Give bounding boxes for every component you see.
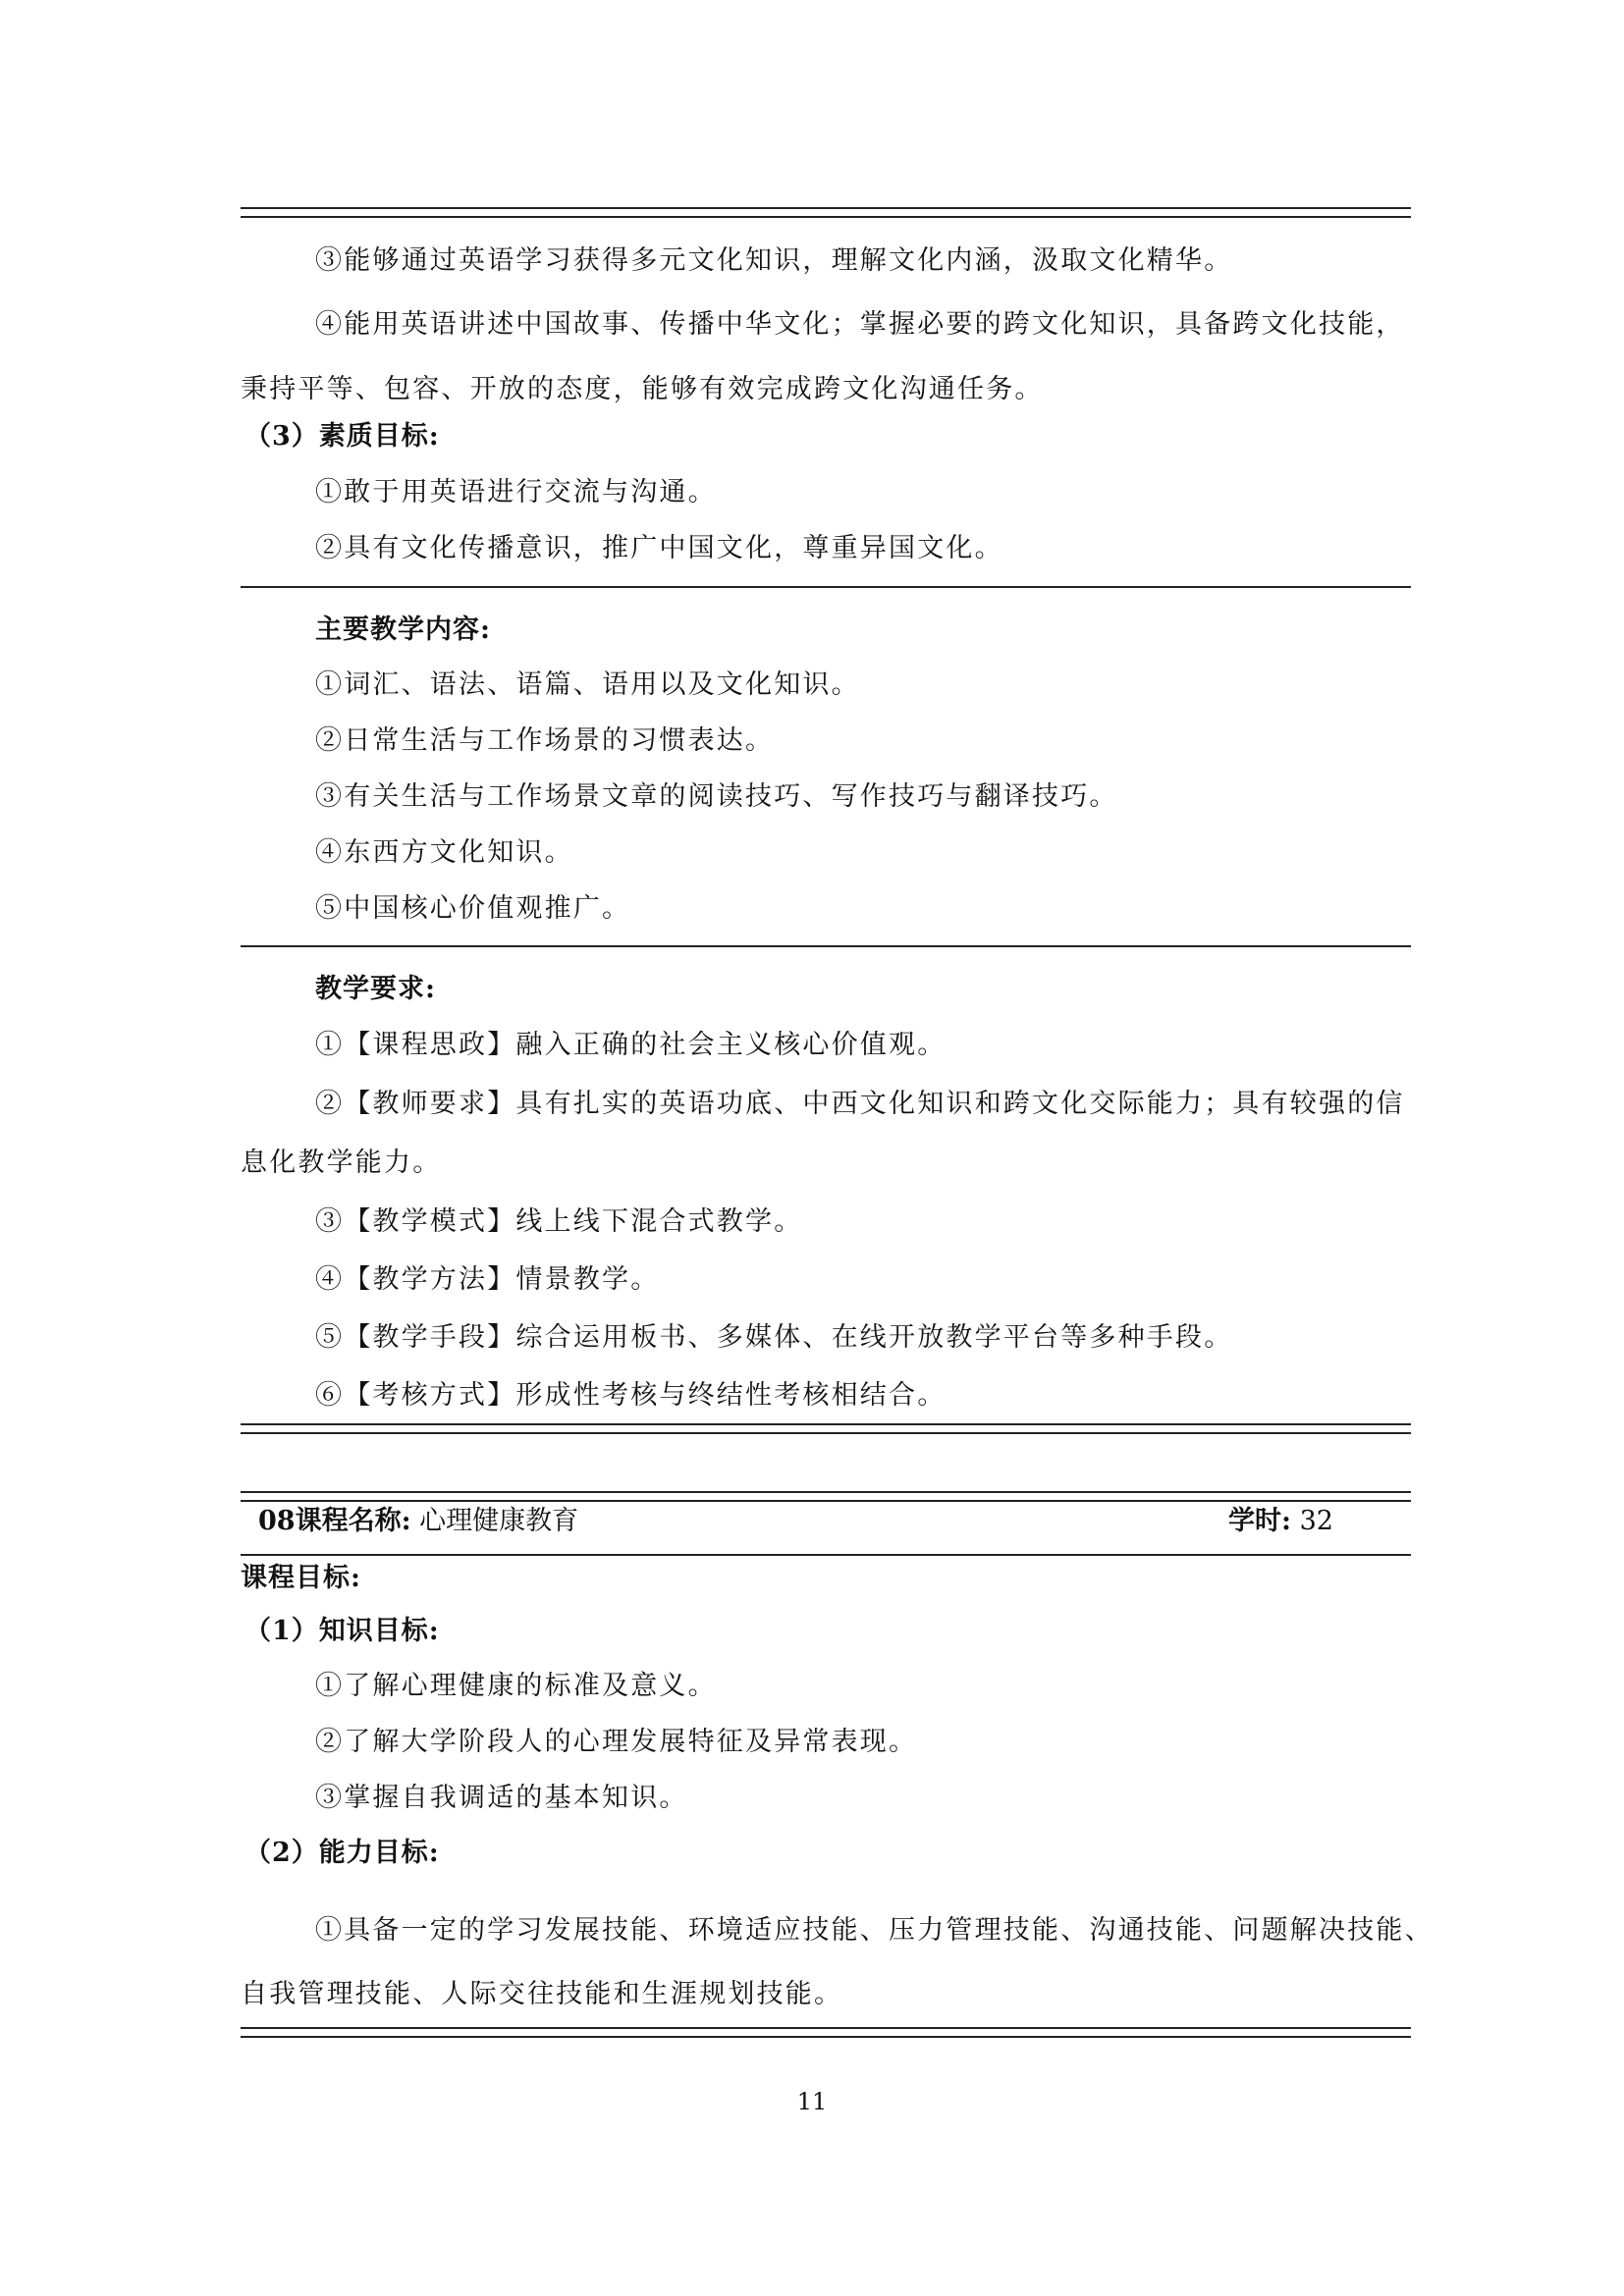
top-double-rule [241, 207, 1411, 218]
teaching-requirements-heading: 教学要求: [315, 974, 436, 1004]
course-hours [1228, 1502, 1333, 1541]
knowledge-item-1: ①了解心理健康的标准及意义。 [315, 1671, 717, 1701]
requirement-item-6: ⑥【考核方式】形成性考核与终结性考核相结合。 [315, 1380, 947, 1411]
knowledge-item-3: ③掌握自我调适的基本知识。 [315, 1783, 688, 1813]
knowledge-objectives-heading: （1）知识目标: [244, 1616, 440, 1646]
ability-item-1: ①具备一定的学习发展技能、环境适应技能、压力管理技能、沟通技能、问题解决技能、 [315, 1915, 1434, 1946]
culture-item-4: ④能用英语讲述中国故事、传播中华文化；掌握必要的跨文化知识，具备跨文化技能， [315, 309, 1405, 340]
culture-item-4-continued: 秉持平等、包容、开放的态度，能够有效完成跨文化沟通任务。 [241, 374, 1044, 404]
requirement-item-2-continued: 息化教学能力。 [241, 1148, 442, 1178]
section-divider [241, 945, 1411, 947]
document-page [241, 0, 1434, 2296]
section-divider [241, 586, 1411, 588]
requirement-item-4: ④【教学方法】情景教学。 [315, 1264, 660, 1295]
requirement-item-2: ②【教师要求】具有扎实的英语功底、中西文化知识和跨文化交际能力；具有较强的信 [315, 1089, 1405, 1119]
course-name-label: 08课程名称: [258, 1506, 411, 1536]
ability-item-1-continued: 自我管理技能、人际交往技能和生涯规划技能。 [241, 1979, 843, 2009]
quality-objectives-heading: （3）素质目标: [244, 421, 440, 452]
requirement-item-3: ③【教学模式】线上线下混合式教学。 [315, 1206, 803, 1237]
course-hours-value: 32 [1299, 1506, 1333, 1536]
course-objectives-heading: 课程目标: [241, 1563, 361, 1593]
section-end-double-rule [241, 1423, 1411, 1434]
ability-objectives-heading: （2）能力目标: [244, 1838, 440, 1868]
course-start-double-rule [241, 1491, 1411, 1502]
course-hours-label: 学时: [1228, 1506, 1291, 1536]
course-name-value: 心理健康教育 [419, 1506, 579, 1536]
culture-item-3: ③能够通过英语学习获得多元文化知识，理解文化内涵，汲取文化精华。 [315, 245, 1233, 276]
main-content-heading: 主要教学内容: [315, 614, 491, 645]
requirement-item-5: ⑤【教学手段】综合运用板书、多媒体、在线开放教学平台等多种手段。 [315, 1322, 1233, 1353]
page-number: 11 [796, 2088, 828, 2115]
content-item-5: ⑤中国核心价值观推广。 [315, 893, 631, 924]
requirement-item-1: ①【课程思政】融入正确的社会主义核心价值观。 [315, 1030, 947, 1060]
bottom-double-rule [241, 2027, 1411, 2038]
quality-item-1: ①敢于用英语进行交流与沟通。 [315, 477, 717, 507]
content-item-2: ②日常生活与工作场景的习惯表达。 [315, 725, 775, 756]
course-name [258, 1502, 578, 1541]
knowledge-item-2: ②了解大学阶段人的心理发展特征及异常表现。 [315, 1727, 918, 1757]
content-item-1: ①词汇、语法、语篇、语用以及文化知识。 [315, 669, 860, 700]
content-item-3: ③有关生活与工作场景文章的阅读技巧、写作技巧与翻译技巧。 [315, 781, 1118, 812]
content-item-4: ④东西方文化知识。 [315, 837, 573, 868]
quality-item-2: ②具有文化传播意识，推广中国文化，尊重异国文化。 [315, 533, 1003, 563]
course-header-divider [241, 1554, 1411, 1556]
